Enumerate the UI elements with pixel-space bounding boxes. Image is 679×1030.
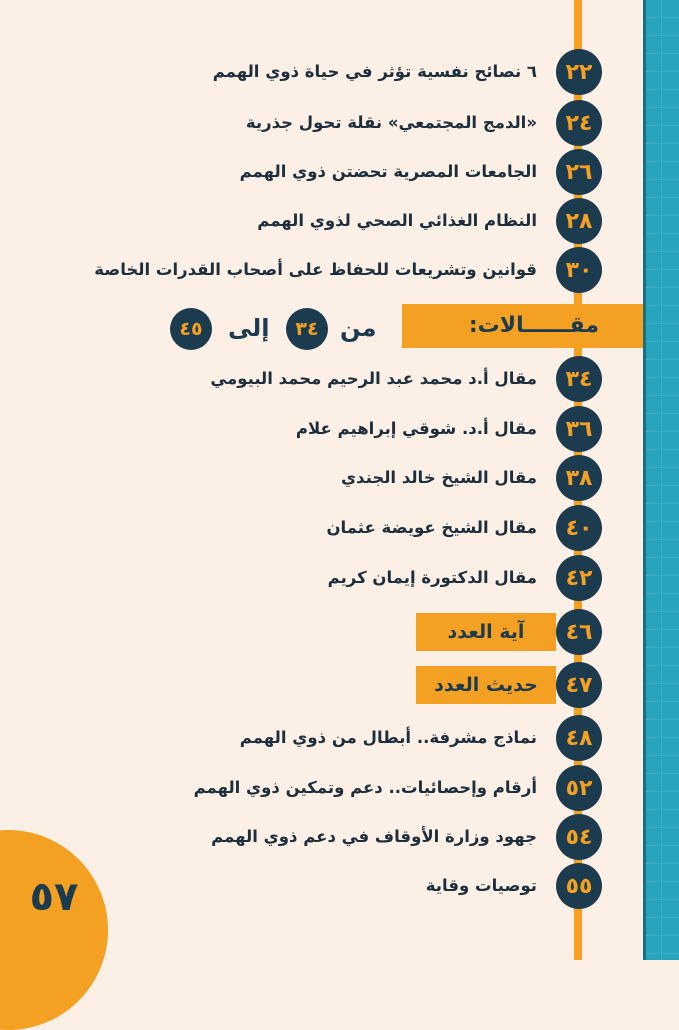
range-to-badge: ٤٥ (170, 308, 212, 350)
toc-entry[interactable] (0, 715, 679, 761)
entry-title: جهود وزارة الأوقاف في دعم ذوي الهمم (211, 827, 537, 846)
entry-title: النظام الغذائي الصحي لذوي الهمم (257, 211, 537, 230)
page-number-badge: ٤٧ (556, 662, 602, 708)
page-number-badge: ٣٦ (556, 406, 602, 452)
toc-entry[interactable] (0, 505, 679, 551)
toc-entry[interactable] (0, 198, 679, 244)
page-number-badge: ٥٥ (556, 863, 602, 909)
entry-title: الجامعات المصرية تحضتن ذوي الهمم (239, 162, 537, 181)
entry-title: مقال الشيخ خالد الجندي (340, 468, 537, 487)
page-number: ٥٧ (29, 874, 79, 920)
page-number-badge: ٥٢ (556, 765, 602, 811)
toc-entry[interactable] (0, 149, 679, 195)
toc-entry[interactable] (0, 356, 679, 402)
entry-title: مقال الشيخ عويضة عثمان (326, 518, 537, 537)
entry-title: مقال أ.د محمد عبد الرحيم محمد البيومي (210, 369, 537, 388)
toc-entry[interactable] (0, 100, 679, 146)
toc-entry-boxed[interactable] (0, 662, 679, 708)
page-number-badge: ٢٨ (556, 198, 602, 244)
page-number-badge: ٣٤ (556, 356, 602, 402)
page-number-badge: ٢٢ (556, 49, 602, 95)
page-number-badge: ٢٦ (556, 149, 602, 195)
entry-title: ٦ نصائح نفسية تؤثر في حياة ذوي الهمم (212, 62, 537, 81)
articles-section-label: مقــــــالات: (468, 313, 599, 338)
page-number-badge: ٥٤ (556, 814, 602, 860)
boxed-entry-label: حديث العدد (416, 666, 556, 704)
page-number-badge: ٢٤ (556, 100, 602, 146)
entry-title: توصيات وقاية (425, 876, 537, 895)
range-from-word: من (340, 314, 377, 342)
entry-title: مقال الدكتورة إيمان كريم (327, 568, 537, 587)
range-from-badge: ٣٤ (286, 308, 328, 350)
range-to-word: إلى (228, 314, 270, 342)
toc-entry[interactable] (0, 765, 679, 811)
toc-entry[interactable] (0, 814, 679, 860)
page-number-badge: ٤٢ (556, 555, 602, 601)
page-number-badge: ٤٨ (556, 715, 602, 761)
entry-title: «الدمج المجتمعي» نقلة تحول جذرية (245, 113, 537, 132)
articles-section-bar (402, 304, 643, 348)
toc-entry[interactable] (0, 49, 679, 95)
entry-title: نماذج مشرفة.. أبطال من ذوي الهمم (239, 728, 537, 747)
page-number-badge: ٤٠ (556, 505, 602, 551)
page-number-badge: ٣٠ (556, 247, 602, 293)
entry-title: أرقام وإحصائيات.. دعم وتمكين ذوي الهمم (193, 778, 537, 797)
toc-entry[interactable] (0, 555, 679, 601)
toc-entry[interactable] (0, 406, 679, 452)
toc-entry[interactable] (0, 247, 679, 293)
entry-title: مقال أ.د. شوقي إبراهيم علام (295, 419, 537, 438)
page-number-badge: ٤٦ (556, 609, 602, 655)
boxed-entry-label: آية العدد (416, 613, 556, 651)
page-number-circle (0, 830, 108, 1030)
toc-entry[interactable] (0, 455, 679, 501)
page-number-badge: ٣٨ (556, 455, 602, 501)
toc-entry-boxed[interactable] (0, 609, 679, 655)
entry-title: قوانين وتشريعات للحفاظ على أصحاب القدرات الخاصة (94, 260, 537, 279)
